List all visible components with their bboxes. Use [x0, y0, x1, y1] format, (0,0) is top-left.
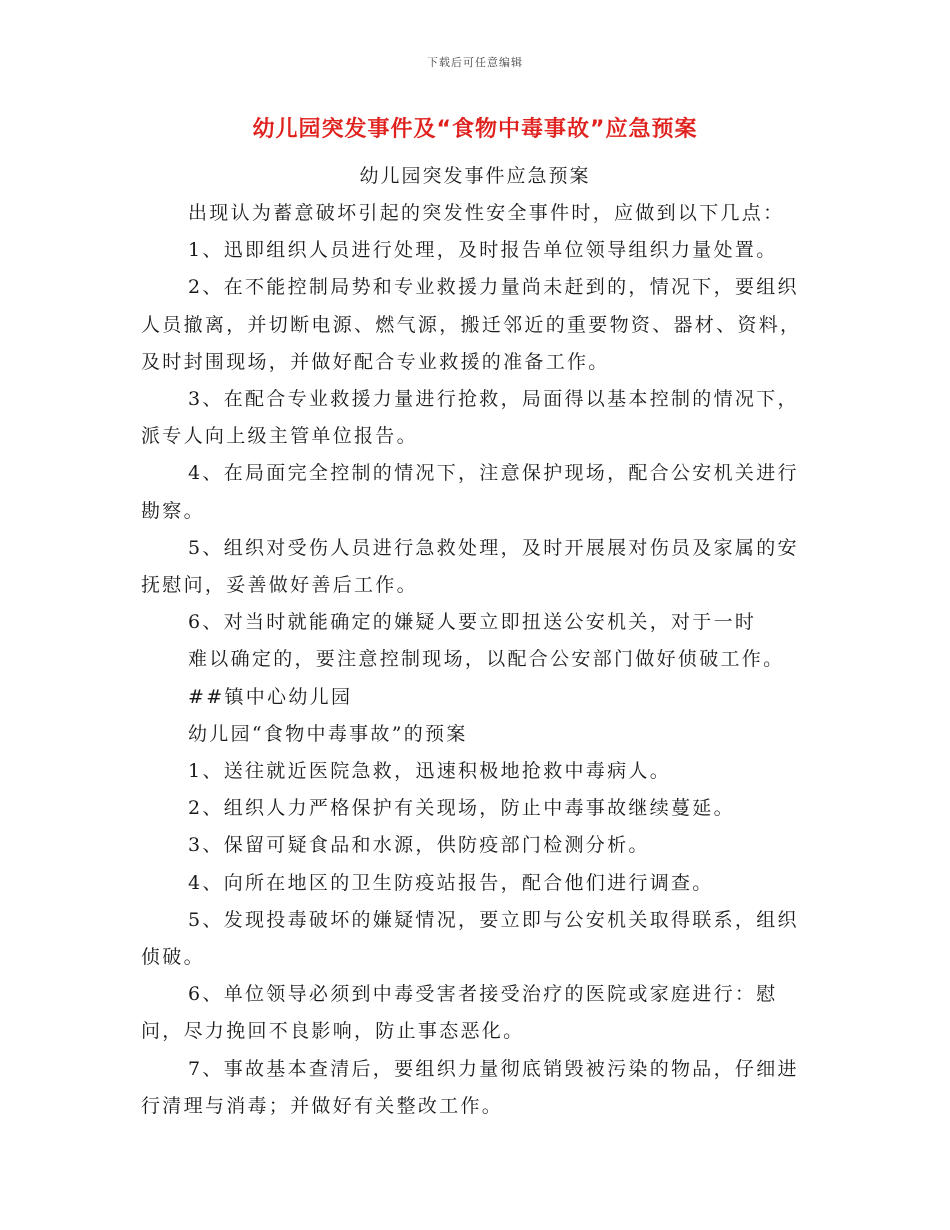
paragraph-item-2: 2、在不能控制局势和专业救援力量尚未赶到的，情况下，要组织人员撤离，并切断电源、燃气源，搬迁邻近的重要物资、器材、资料，及时封围现场，并做好配合专业救援的准备工作。 — [141, 276, 802, 373]
food-item-2: 2、组织人力严格保护有关现场，防止中毒事故继续蔓延。 — [188, 797, 735, 820]
food-item-5: 5、发现投毒破坏的嫌疑情况，要立即与公安机关取得联系，组织侦破。 — [141, 908, 799, 969]
paragraph-item-5: 5、组织对受伤人员进行急救处理，及时开展展对伤员及家属的安抚慰问，妥善做好善后工作。 — [141, 536, 799, 597]
food-item-4: 4、向所在地区的卫生防疫站报告，配合他们进行调查。 — [188, 871, 714, 894]
paragraph-item-1: 1、迅即组织人员进行处理，及时报告单位领导组织力量处置。 — [188, 239, 778, 262]
food-item-1: 1、送往就近医院急救，迅速积极地抢救中毒病人。 — [188, 760, 671, 783]
paragraph-item-6-continued: 难以确定的，要注意控制现场，以配合公安部门做好侦破工作。 — [188, 648, 785, 671]
body-text — [141, 195, 813, 1125]
food-item-6: 6、单位领导必须到中毒受害者接受治疗的医院或家庭进行：慰问，尽力挽回不良影响，防止事态恶化。 — [141, 983, 778, 1043]
header-note: 下载后可任意编辑 — [427, 56, 523, 69]
food-item-7: 7、事故基本查清后，要组织力量彻底销毁被污染的物品，仔细进行清理与消毒；并做好有关整改工作。 — [141, 1057, 799, 1117]
paragraph-intro: 出现认为蓄意破坏引起的突发性安全事件时，应做到以下几点： — [188, 202, 785, 224]
food-poisoning-heading: 幼儿园“食物中毒事故”的预案 — [188, 722, 468, 745]
food-item-3: 3、保留可疑食品和水源，供防疫部门检测分析。 — [188, 834, 650, 857]
paragraph-item-3: 3、在配合专业救援力量进行抢救，局面得以基本控制的情况下，派专人向上级主管单位报告。 — [141, 388, 799, 448]
paragraph-item-4: 4、在局面完全控制的情况下，注意保护现场，配合公安机关进行勘察。 — [141, 462, 799, 522]
document-title: 幼儿园突发事件及“食物中毒事故”应急预案 — [252, 117, 698, 142]
organization-name: ##镇中心幼儿园 — [188, 685, 353, 708]
paragraph-item-6: 6、对当时就能确定的嫌疑人要立即扭送公安机关，对于一时 — [188, 611, 757, 634]
section-subtitle: 幼儿园突发事件应急预案 — [359, 165, 591, 187]
